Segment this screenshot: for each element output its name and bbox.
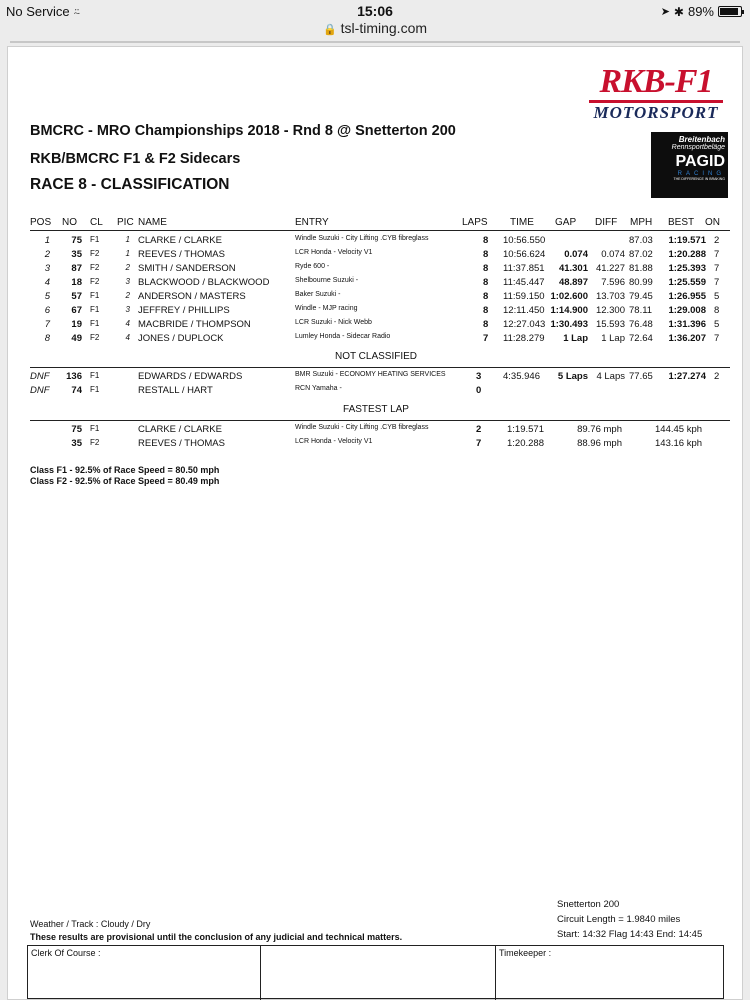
lap-kph-cell: 144.45 kph: [655, 424, 703, 435]
diff-cell: 4 Laps: [596, 371, 625, 382]
entry-cell: BMR Suzuki - ECONOMY HEATING SERVICES: [295, 371, 446, 378]
no-cell: 87: [71, 263, 82, 274]
on-cell: 2: [714, 371, 720, 382]
pic-cell: 1: [125, 235, 130, 244]
diff-cell: 7.596: [601, 277, 625, 288]
results-sheet: [7, 46, 743, 1000]
name-cell: CLARKE / CLARKE: [138, 424, 222, 435]
table-row: [8, 249, 744, 263]
laps-cell: 8: [483, 263, 489, 274]
on-cell: 7: [714, 249, 720, 260]
pos-cell: 6: [44, 305, 50, 316]
table-row-dnf: [8, 371, 744, 385]
no-cell: 35: [71, 438, 82, 449]
no-cell: 57: [71, 291, 82, 302]
battery-icon: [718, 6, 742, 17]
laps-cell: 8: [483, 305, 489, 316]
mph-cell: 72.64: [629, 333, 653, 344]
carrier-label: No Service ⍨: [6, 4, 81, 19]
time-cell: 11:28.279: [503, 333, 545, 344]
col-time: TIME: [510, 217, 534, 228]
mph-cell: 78.11: [629, 305, 653, 316]
entry-cell: Windle Suzuki - City Lifting .CYB fibreglass: [295, 424, 429, 431]
pic-cell: 2: [125, 291, 130, 300]
circuit-info: [557, 897, 702, 942]
no-cell: 18: [71, 277, 82, 288]
mph-cell: 87.03: [629, 235, 653, 246]
gap-cell: 1:14.900: [550, 305, 588, 316]
name-cell: BLACKWOOD / BLACKWOOD: [138, 277, 270, 288]
sponsor-brand: PAGID: [675, 153, 725, 170]
no-cell: 67: [71, 305, 82, 316]
battery-percent: 89%: [687, 4, 714, 19]
no-cell: 136: [66, 371, 82, 382]
status-cell: DNF: [30, 371, 50, 382]
table-row: [8, 319, 744, 333]
mph-cell: 80.99: [629, 277, 653, 288]
class-note-f1: Class F1 - 92.5% of Race Speed = 80.50 mph: [30, 465, 220, 475]
mph-cell: 77.65: [629, 371, 653, 382]
time-cell: 11:59.150: [503, 291, 545, 302]
pos-cell: 3: [44, 263, 50, 274]
class-cell: F1: [90, 235, 100, 244]
table-row: [8, 333, 744, 347]
best-cell: 1:20.288: [668, 249, 706, 260]
laps-cell: 8: [483, 277, 489, 288]
sponsor-line: Breitenbach: [678, 135, 725, 144]
no-cell: 74: [71, 385, 82, 396]
col-name: NAME: [138, 217, 167, 228]
provisional-text: These results are provisional until the conclusion of any judicial and technical matters.: [30, 932, 403, 942]
pic-cell: 3: [125, 277, 130, 286]
pos-cell: 7: [44, 319, 50, 330]
best-cell: 1:19.571: [668, 235, 706, 246]
entry-cell: LCR Honda - Velocity V1: [295, 249, 373, 256]
table-row: [8, 277, 744, 291]
pos-cell: 5: [44, 291, 50, 302]
class-cell: F2: [90, 277, 100, 286]
laps-cell: 3: [476, 371, 482, 382]
table-row: [8, 291, 744, 305]
race-times: Start: 14:32 Flag 14:43 End: 14:45: [557, 929, 703, 940]
gap-cell: 1 Lap: [563, 333, 588, 344]
col-cl: CL: [90, 217, 103, 228]
table-header: [8, 217, 744, 231]
laps-cell: 8: [483, 235, 489, 246]
laps-cell: 8: [483, 249, 489, 260]
gap-cell: 48.897: [558, 277, 588, 288]
url-text[interactable]: tsl-timing.com: [340, 20, 428, 36]
table-row-dnf: [8, 385, 744, 399]
time-cell: 12:11.450: [503, 305, 545, 316]
no-cell: 75: [71, 424, 82, 435]
on-cell: 7: [714, 277, 720, 288]
entry-cell: Windle - MJP racing: [295, 305, 358, 312]
pic-cell: 3: [125, 305, 130, 314]
table-row: [8, 305, 744, 319]
status-right: [661, 4, 742, 19]
mph-cell: 81.88: [629, 263, 653, 274]
on-cell: 5: [714, 291, 720, 302]
table-row: [8, 263, 744, 277]
lap-time-cell: 1:19.571: [507, 424, 544, 435]
best-cell: 1:27.274: [668, 371, 706, 382]
col-laps: LAPS: [462, 217, 488, 228]
blank-signature-cell: [261, 946, 496, 1000]
gap-cell: 0.074: [564, 249, 588, 260]
on-cell: 7: [714, 263, 720, 274]
rkb-f1-logo: [581, 65, 731, 123]
fastest-lap-heading: FASTEST LAP: [343, 404, 409, 415]
entry-cell: LCR Honda - Velocity V1: [295, 438, 373, 445]
on-cell: 7: [714, 333, 720, 344]
pic-cell: 2: [125, 263, 130, 272]
race-title: RACE 8 - CLASSIFICATION: [30, 176, 230, 193]
fastest-lap-rule: [30, 420, 730, 421]
gap-cell: 5 Laps: [557, 371, 588, 382]
class-cell: F1: [90, 291, 100, 300]
diff-cell: 12.300: [595, 305, 625, 316]
mph-cell: 76.48: [629, 319, 653, 330]
lap-cell: 7: [476, 438, 482, 449]
no-cell: 75: [71, 235, 82, 246]
sponsor-tagline: THE DIFFERENCE IN BRAKING: [673, 177, 725, 181]
championship-title: BMCRC - MRO Championships 2018 - Rnd 8 @ Snetterton 200: [30, 123, 456, 139]
best-cell: 1:29.008: [668, 305, 706, 316]
pic-cell: 4: [125, 319, 130, 328]
entry-cell: Shelbourne Suzuki -: [295, 277, 359, 284]
pic-cell: 1: [125, 249, 130, 258]
no-cell: 49: [71, 333, 82, 344]
sponsor-line: RACING: [677, 171, 725, 177]
lap-mph-cell: 89.76 mph: [577, 424, 622, 435]
logo-subtitle: MOTORSPORT: [593, 103, 719, 122]
pic-cell: 4: [125, 333, 130, 342]
fastest-lap-row: [8, 424, 744, 438]
time-cell: 12:27.043: [503, 319, 546, 330]
lock-icon: 🔒: [322, 24, 337, 36]
name-cell: REEVES / THOMAS: [138, 249, 225, 260]
best-cell: 1:25.559: [668, 277, 706, 288]
lap-mph-cell: 88.96 mph: [577, 438, 622, 449]
col-gap: GAP: [555, 217, 577, 228]
name-cell: EDWARDS / EDWARDS: [138, 371, 243, 382]
laps-cell: 7: [483, 333, 489, 344]
location-arrow-icon: ➤: [660, 6, 670, 18]
circuit-length: Circuit Length = 1.9840 miles: [557, 914, 681, 925]
class-cell: F1: [90, 424, 100, 433]
lap-kph-cell: 143.16 kph: [655, 438, 703, 449]
laps-cell: 8: [483, 291, 489, 302]
timekeeper-label: Timekeeper :: [499, 948, 552, 958]
class-cell: F2: [90, 438, 100, 447]
header-rule: [30, 230, 730, 231]
best-cell: 1:36.207: [668, 333, 706, 344]
clock: 15:06: [357, 3, 393, 19]
toolbar-divider: [10, 41, 740, 43]
class-cell: F1: [90, 371, 100, 380]
status-cell: DNF: [30, 385, 50, 396]
address-bar[interactable]: [0, 20, 750, 38]
class-cell: F2: [90, 249, 100, 258]
class-cell: F1: [90, 305, 100, 314]
time-cell: 10:56.550: [503, 235, 546, 246]
name-cell: JEFFREY / PHILLIPS: [138, 305, 230, 316]
col-entry: ENTRY: [295, 217, 329, 228]
entry-cell: Windle Suzuki - City Lifting .CYB fibreglass: [295, 235, 429, 242]
weather-text: Weather / Track : Cloudy / Dry: [30, 919, 151, 929]
on-cell: 8: [714, 305, 720, 316]
class-note-f2: Class F2 - 92.5% of Race Speed = 80.49 mph: [30, 476, 220, 486]
fastest-lap-row: [8, 438, 744, 452]
name-cell: REEVES / THOMAS: [138, 438, 225, 449]
diff-cell: 15.593: [595, 319, 625, 330]
mph-cell: 87.02: [629, 249, 653, 260]
class-cell: F1: [90, 385, 100, 394]
class-cell: F1: [90, 319, 100, 328]
laps-cell: 8: [483, 319, 489, 330]
clerk-of-course-cell: [28, 946, 261, 1000]
table-row: [8, 235, 744, 249]
name-cell: JONES / DUPLOCK: [138, 333, 224, 344]
not-classified-rule: [30, 367, 730, 368]
entry-cell: RCN Yamaha -: [295, 385, 342, 392]
time-cell: 11:37.851: [503, 263, 545, 274]
gap-cell: 41.301: [558, 263, 588, 274]
best-cell: 1:25.393: [668, 263, 706, 274]
diff-cell: 0.074: [601, 249, 625, 260]
name-cell: MACBRIDE / THOMPSON: [138, 319, 251, 330]
pos-cell: 4: [44, 277, 50, 288]
gap-cell: 1:02.600: [550, 291, 588, 302]
name-cell: CLARKE / CLARKE: [138, 235, 222, 246]
wifi-sync-icon: ⍨: [73, 5, 81, 19]
time-cell: 11:45.447: [503, 277, 545, 288]
name-cell: RESTALL / HART: [138, 385, 213, 396]
class-cell: F2: [90, 263, 100, 272]
time-cell: 10:56.624: [503, 249, 546, 260]
col-pos: POS: [30, 217, 52, 228]
mph-cell: 79.45: [629, 291, 653, 302]
status-bar: [0, 0, 750, 22]
bluetooth-icon: ✱: [673, 4, 684, 19]
on-cell: 5: [714, 319, 720, 330]
col-no: NO: [62, 217, 77, 228]
col-best: BEST: [668, 217, 695, 228]
pos-cell: 1: [44, 235, 50, 246]
class-cell: F2: [90, 333, 100, 342]
on-cell: 2: [714, 235, 720, 246]
sponsor-line: Rennsportbeläge: [671, 144, 725, 151]
timekeeper-cell: [496, 946, 725, 1000]
entry-cell: Ryde 600 -: [295, 263, 330, 270]
best-cell: 1:26.955: [668, 291, 706, 302]
diff-cell: 41.227: [595, 263, 625, 274]
clerk-label: Clerk Of Course :: [31, 948, 101, 958]
no-cell: 35: [71, 249, 82, 260]
pagid-sponsor-logo: [651, 132, 728, 198]
signature-box: [27, 945, 724, 999]
lap-time-cell: 1:20.288: [507, 438, 544, 449]
col-diff: DIFF: [595, 217, 618, 228]
no-cell: 19: [71, 319, 82, 330]
diff-cell: 13.703: [595, 291, 625, 302]
pos-cell: 8: [44, 333, 50, 344]
pos-cell: 2: [44, 249, 50, 260]
col-mph: MPH: [630, 217, 653, 228]
circuit-name: Snetterton 200: [557, 899, 620, 910]
col-pic: PIC: [117, 217, 134, 228]
class-title: RKB/BMCRC F1 & F2 Sidecars: [30, 151, 241, 167]
time-cell: 4:35.946: [503, 371, 540, 382]
entry-cell: Baker Suzuki -: [295, 291, 341, 298]
best-cell: 1:31.396: [668, 319, 706, 330]
name-cell: ANDERSON / MASTERS: [138, 291, 246, 302]
laps-cell: 0: [476, 385, 482, 396]
col-on: ON: [705, 217, 720, 228]
not-classified-heading: NOT CLASSIFIED: [334, 351, 418, 362]
lap-cell: 2: [476, 424, 482, 435]
entry-cell: LCR Suzuki - Nick Webb: [295, 319, 372, 326]
diff-cell: 1 Lap: [601, 333, 625, 344]
gap-cell: 1:30.493: [550, 319, 588, 330]
entry-cell: Lumley Honda - Sidecar Radio: [295, 333, 391, 340]
logo-wordmark: RKB-F1: [599, 63, 713, 100]
name-cell: SMITH / SANDERSON: [138, 263, 236, 274]
